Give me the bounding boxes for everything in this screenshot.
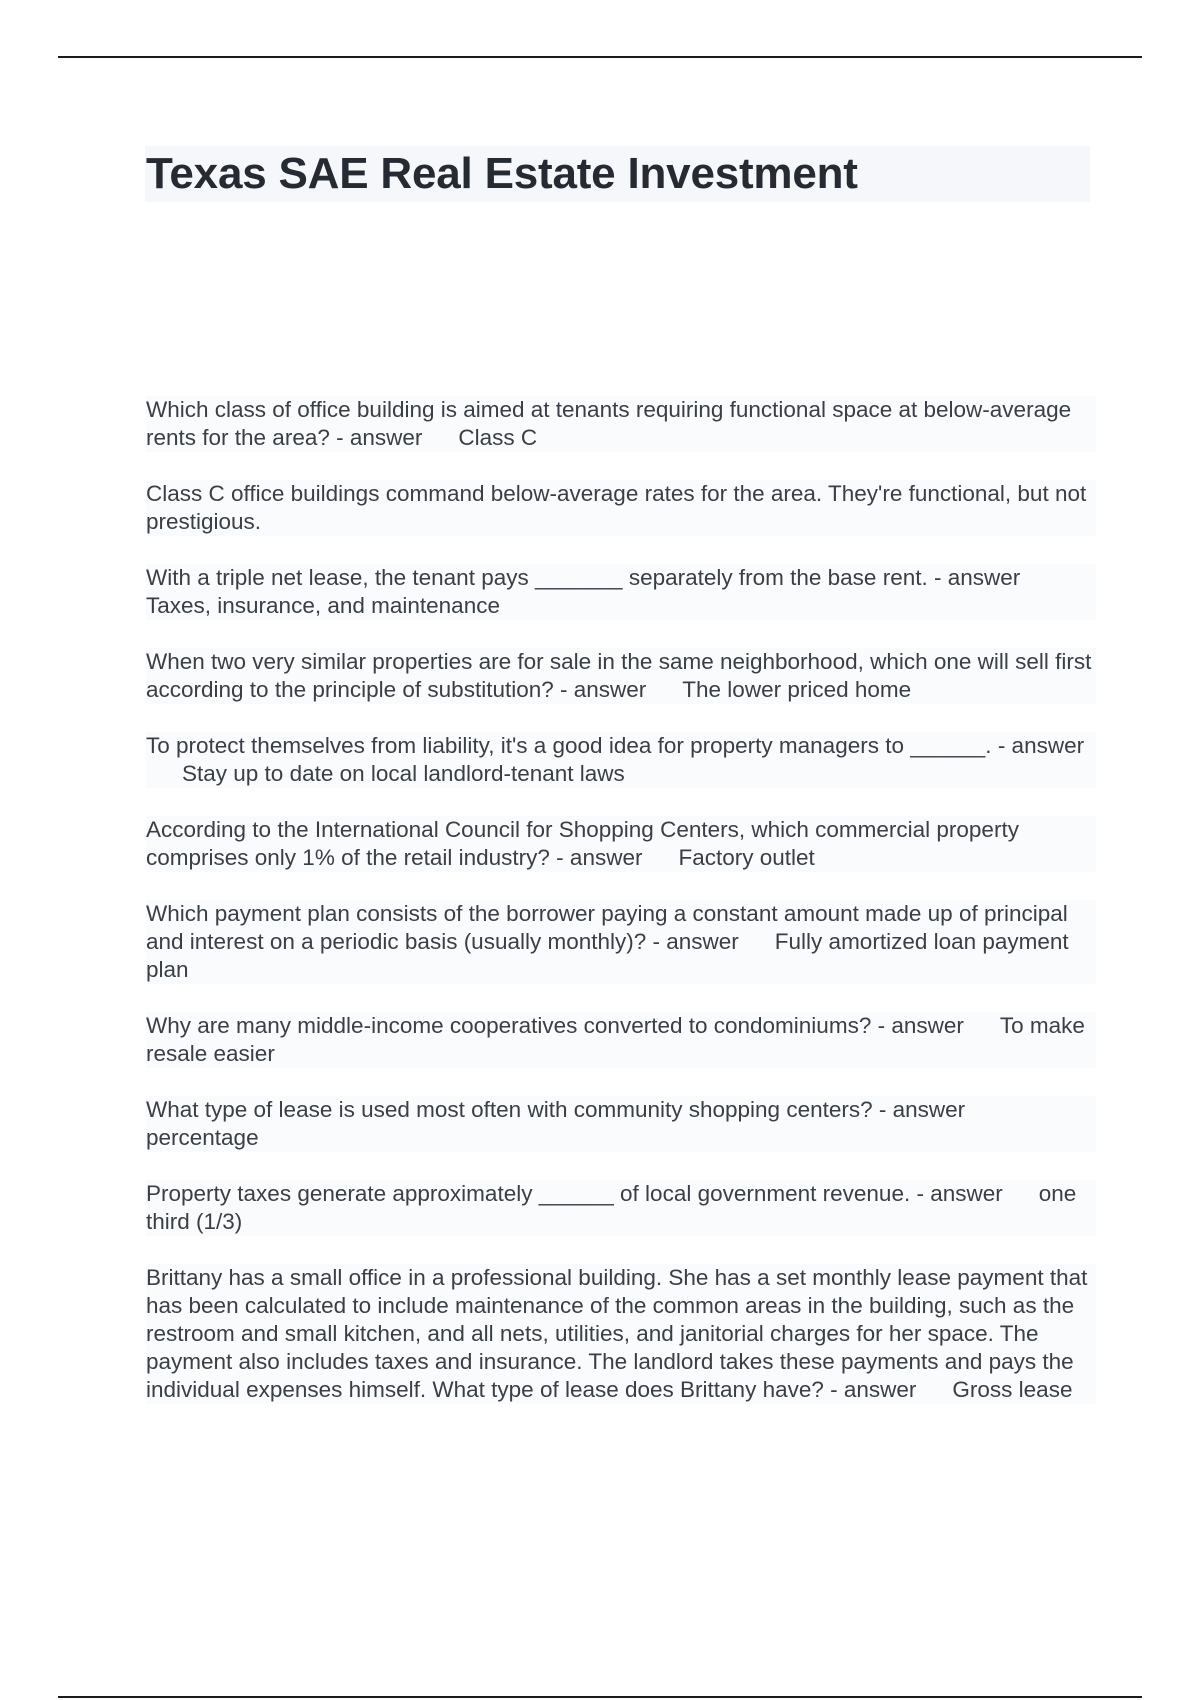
answer-text: percentage xyxy=(146,1125,259,1150)
question-text: Property taxes generate approximately ______ of local government revenue. - answer xyxy=(146,1181,1003,1206)
answer-text: Taxes, insurance, and maintenance xyxy=(146,593,500,618)
question-text: Which payment plan consists of the borrower paying a constant amount made up of principal and interest on a periodic basis (usually monthly)? - answer xyxy=(146,901,1068,954)
question-text: With a triple net lease, the tenant pays _______ separately from the base rent. - answer xyxy=(146,565,1021,590)
footer-rule xyxy=(58,1696,1142,1698)
qa-item xyxy=(146,1180,1096,1236)
qa-item xyxy=(146,480,1096,536)
answer-text: Class C xyxy=(458,425,538,450)
question-text: Why are many middle-income cooperatives converted to condominiums? - answer xyxy=(146,1013,964,1038)
qa-item xyxy=(146,732,1096,788)
answer-text: one third (1/3) xyxy=(146,1181,1077,1234)
answer-text: The lower priced home xyxy=(682,677,912,702)
answer-text: Stay up to date on local landlord-tenant laws xyxy=(182,761,625,786)
answer-text: To make resale easier xyxy=(146,1013,1085,1066)
question-text: Brittany has a small office in a professional building. She has a set monthly lease payment that has been calculated to include maintenance of the common areas in the building, such as the restroom and small kitchen, and all nets, utilities, and janitorial charges for her space. The payment also includes taxes and insurance. The landlord takes these payments and pays the individual expenses himself. What type of lease does Brittany have? - answer xyxy=(146,1265,1088,1402)
qa-item xyxy=(146,1096,1096,1152)
header-rule xyxy=(58,56,1142,58)
document-title: Texas SAE Real Estate Investment xyxy=(146,149,858,198)
qa-item xyxy=(146,816,1096,872)
question-text: When two very similar properties are for sale in the same neighborhood, which one will sell first according to the principle of substitution? - answer xyxy=(146,649,1092,702)
qa-list xyxy=(146,396,1096,1432)
question-text: According to the International Council for Shopping Centers, which commercial property comprises only 1% of the retail industry? - answer xyxy=(146,817,1019,870)
answer-text: Gross lease xyxy=(952,1377,1073,1402)
qa-item xyxy=(146,900,1096,984)
qa-item xyxy=(146,396,1096,452)
question-text: Which class of office building is aimed at tenants requiring functional space at below-average rents for the area? - answer xyxy=(146,397,1072,450)
question-text: Class C office buildings command below-average rates for the area. They're functional, but not prestigious. xyxy=(146,481,1087,534)
qa-item xyxy=(146,1012,1096,1068)
question-text: What type of lease is used most often with community shopping centers? - answer xyxy=(146,1097,966,1122)
question-text: To protect themselves from liability, it's a good idea for property managers to ______. - answer xyxy=(146,733,1085,758)
answer-text: Factory outlet xyxy=(678,845,815,870)
qa-item xyxy=(146,1264,1096,1404)
answer-text: Fully amortized loan payment plan xyxy=(146,929,1069,982)
qa-item xyxy=(146,648,1096,704)
qa-item xyxy=(146,564,1096,620)
